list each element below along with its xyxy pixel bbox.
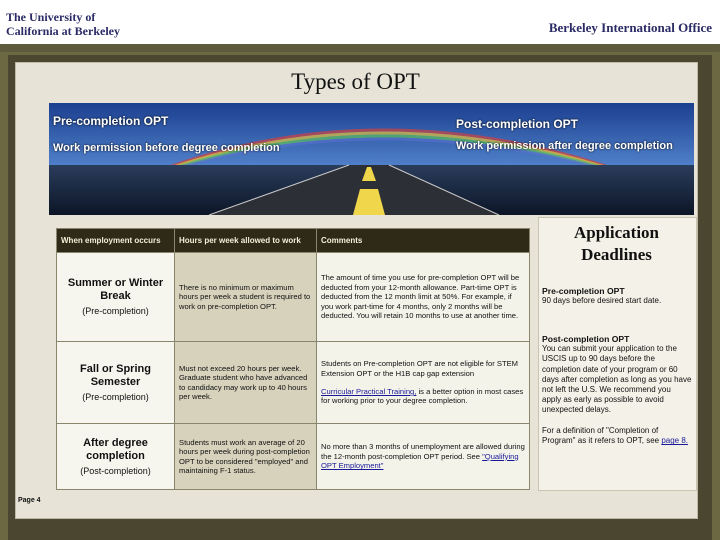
deadlines-title: Application Deadlines <box>573 223 660 264</box>
period-name: After degree completion <box>83 436 148 462</box>
comments-cell: The amount of time you use for pre-completion OPT will be deducted from your 12-month allowance. Part-time OPT is deducted from the 12 month limit at 50%. For example, if you work part-time for 4 months, only 2 months will be deducted. You will retain 10 months to use at another time. <box>317 253 530 342</box>
post-completion-heading: Post-completion OPT <box>456 117 579 131</box>
page-number: Page 4 <box>18 497 41 504</box>
comments-text: No more than 3 months of unemployment are allowed during the 12-month post-completion OPT period. See <box>321 442 525 461</box>
qualifying-employment-link[interactable]: "Qualifying OPT Employment" <box>321 451 519 471</box>
comments-cell <box>317 342 530 424</box>
period-type: (Post-completion) <box>80 465 151 476</box>
column-header: Comments <box>317 229 530 253</box>
table-row <box>57 342 530 424</box>
pre-deadline-text: 90 days before desired start date. <box>542 296 662 306</box>
table-header-row <box>57 229 530 253</box>
period-name: Fall or Spring Semester <box>80 362 151 388</box>
period-type: (Pre-completion) <box>82 391 149 402</box>
office-name: Berkeley International Office <box>548 20 712 35</box>
university-line-2: California at Berkeley <box>6 24 120 38</box>
hours-cell: There is no minimum or maximum hours per week a student is required to work on pre-completion OPT. <box>175 253 317 342</box>
column-header: When employment occurs <box>57 229 175 253</box>
pre-completion-deadline <box>542 286 692 306</box>
post-completion-subtitle: Work permission after degree completion <box>456 140 673 152</box>
road-banner <box>49 103 694 215</box>
cpt-link[interactable]: Curricular Practical Training, <box>321 387 417 396</box>
completion-definition-note <box>542 426 692 446</box>
pre-completion-heading: Pre-completion OPT <box>53 114 169 128</box>
university-line-1: The University of <box>6 10 96 24</box>
post-deadline-text: You can submit your application to the USCIS up to 90 days before the completion date of your program or 60 days after completion as long as you have not left the U.S. We recommend you apply as early as possible to avoid unexpected delays. <box>542 344 692 415</box>
comments-cell <box>317 424 530 490</box>
comments-cpt-note <box>321 387 525 406</box>
period-type: (Pre-completion) <box>82 306 149 317</box>
pre-deadline-heading: Pre-completion OPT <box>542 286 625 296</box>
comments-cpt-text: is a better option in most cases for working prior to your degree completion. <box>321 387 524 406</box>
table-row <box>57 424 530 490</box>
table-row <box>57 253 530 342</box>
period-name: Summer or Winter Break <box>67 277 164 303</box>
period-cell <box>57 342 175 424</box>
page-title: Types of OPT <box>291 69 420 94</box>
hours-cell: Students must work an average of 20 hours per week during post-completion OPT to be considered "employed" and maintaining F-1 status. <box>175 424 317 490</box>
page-8-link[interactable]: page 8. <box>661 436 689 446</box>
post-deadline-heading: Post-completion OPT <box>542 334 630 344</box>
post-completion-deadline <box>542 334 692 416</box>
header-divider <box>0 44 720 52</box>
opt-types-table <box>56 228 530 490</box>
pre-completion-subtitle: Work permission before degree completion <box>53 142 280 154</box>
hours-cell: Must not exceed 20 hours per week. Graduate student who have advanced to candidacy may work up to 40 hours per week. <box>175 342 317 424</box>
university-name <box>6 10 206 38</box>
column-header: Hours per week allowed to work <box>175 229 317 253</box>
period-cell <box>57 424 175 490</box>
period-cell <box>57 253 175 342</box>
note-text: For a definition of "Completion of Program" as it refers to OPT, see <box>542 426 662 446</box>
comments-text: Students on Pre-completion OPT are not eligible for STEM Extension OPT or the H1B cap gap extension <box>321 359 518 378</box>
